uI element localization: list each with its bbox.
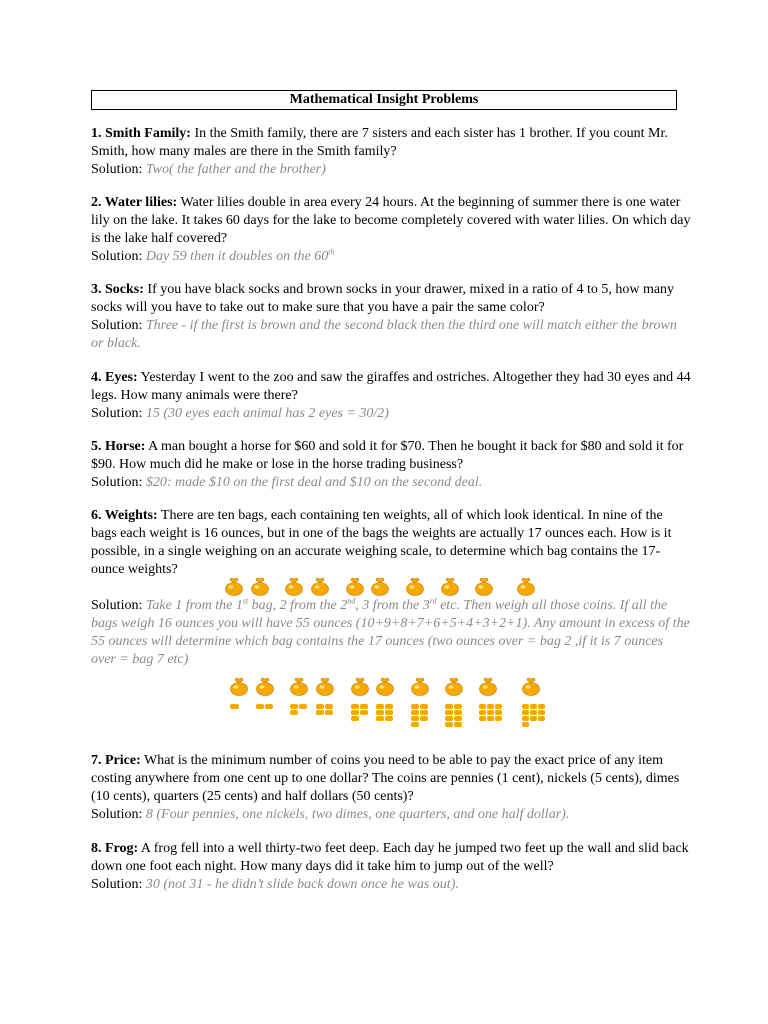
problem-7 bbox=[91, 752, 691, 824]
coin bbox=[445, 716, 453, 721]
money-bag-icon bbox=[345, 577, 365, 596]
money-bag-icon bbox=[375, 677, 395, 696]
coin bbox=[360, 710, 368, 715]
problem-4-text: Yesterday I went to the zoo and saw the giraffes and ostriches. Altogether they had 30 eyes and 44 legs. How many animals were there? bbox=[91, 370, 691, 403]
problem-5 bbox=[91, 438, 691, 492]
coin bbox=[487, 716, 494, 721]
coin bbox=[487, 710, 494, 715]
weight-bags-row bbox=[0, 577, 768, 597]
coin bbox=[385, 704, 393, 709]
coin bbox=[385, 716, 393, 721]
coin bbox=[530, 710, 537, 715]
money-bag-icon bbox=[405, 577, 425, 596]
coin bbox=[265, 704, 273, 709]
problem-8 bbox=[91, 840, 691, 894]
coin bbox=[538, 704, 545, 709]
coin bbox=[530, 716, 537, 721]
problem-7-text: What is the minimum number of coins you need to be able to pay the exact price of any item costing anywhere from one cent up to one dollar? The coins are pennies (1 cent), nickels (5 cents), dimes (10 cents), quarters (25 cents) and half dollars (50 cents)? bbox=[91, 753, 680, 804]
coin bbox=[522, 710, 529, 715]
problem-1-question bbox=[91, 125, 691, 161]
money-bag-icon bbox=[440, 577, 460, 596]
problem-1-heading: 1. Smith Family: bbox=[91, 126, 191, 141]
problem-2-solution bbox=[91, 248, 691, 266]
problem-4-solution bbox=[91, 405, 691, 423]
coin bbox=[495, 710, 502, 715]
coin bbox=[479, 716, 486, 721]
solution-label: Solution: bbox=[91, 162, 143, 177]
problem-8-question bbox=[91, 840, 691, 876]
coin bbox=[479, 710, 486, 715]
problem-6-solution-a: Take 1 from the 1 bbox=[142, 598, 243, 613]
coin bbox=[538, 710, 545, 715]
problem-4-heading: 4. Eyes: bbox=[91, 370, 138, 385]
solution-label: Solution: bbox=[91, 318, 143, 333]
coin bbox=[495, 716, 502, 721]
problem-4 bbox=[91, 369, 691, 423]
problem-2-solution-text: Day 59 then it doubles on the 60 bbox=[142, 249, 329, 264]
coin bbox=[411, 722, 419, 727]
problem-6-sup-b: nd bbox=[347, 596, 356, 606]
coin bbox=[351, 704, 359, 709]
coin bbox=[454, 716, 462, 721]
coin bbox=[454, 710, 462, 715]
problem-8-solution-text: 30 (not 31 - he didn’t slide back down once he was out). bbox=[142, 877, 459, 892]
money-bag-icon bbox=[250, 577, 270, 596]
problem-3-text: If you have black socks and brown socks in your drawer, mixed in a ratio of 4 to 5, how many socks will you have to take out to make sure that you have a pair the same color? bbox=[91, 282, 675, 315]
money-bag-icon bbox=[315, 677, 335, 696]
problem-6-sup-c: rd bbox=[429, 596, 437, 606]
solution-label: Solution: bbox=[91, 249, 143, 264]
money-bag-icon bbox=[310, 577, 330, 596]
problem-6 bbox=[91, 507, 691, 579]
coin bbox=[420, 710, 428, 715]
problem-4-solution-text: 15 (30 eyes each animal has 2 eyes = 30/2) bbox=[142, 406, 389, 421]
coin bbox=[487, 704, 494, 709]
problem-6-question bbox=[91, 507, 691, 579]
coin bbox=[316, 710, 324, 715]
coin bbox=[290, 704, 298, 709]
coin bbox=[411, 710, 419, 715]
coin bbox=[376, 716, 384, 721]
page-title: Mathematical Insight Problems bbox=[91, 90, 677, 110]
problem-3-question bbox=[91, 281, 691, 317]
problem-8-heading: 8. Frog: bbox=[91, 841, 139, 856]
coin bbox=[411, 716, 419, 721]
coin bbox=[360, 704, 368, 709]
problem-2-heading: 2. Water lilies: bbox=[91, 195, 178, 210]
money-bag-icon bbox=[478, 677, 498, 696]
money-bag-icon bbox=[255, 677, 275, 696]
problem-1-solution-text: Two( the father and the brother) bbox=[142, 162, 326, 177]
coin bbox=[385, 710, 393, 715]
solution-label: Solution: bbox=[91, 475, 143, 490]
coin bbox=[420, 704, 428, 709]
solution-label: Solution: bbox=[91, 598, 143, 613]
problem-6-sup-a: st bbox=[242, 596, 249, 606]
problem-5-solution-text: $20: made $10 on the first deal and $10 on the second deal. bbox=[142, 475, 483, 490]
problem-4-question bbox=[91, 369, 691, 405]
coin bbox=[256, 704, 264, 709]
coin bbox=[538, 716, 545, 721]
problem-7-heading: 7. Price: bbox=[91, 753, 141, 768]
problem-7-solution-text: 8 (Four pennies, one nickels, two dimes, one quarters, and one half dollar). bbox=[142, 807, 570, 822]
problem-6-solution-b: bag, 2 from the 2 bbox=[248, 598, 348, 613]
coin bbox=[325, 704, 333, 709]
coin bbox=[522, 722, 529, 727]
problem-8-solution bbox=[91, 876, 691, 894]
solution-label: Solution: bbox=[91, 406, 143, 421]
problem-2 bbox=[91, 194, 691, 266]
problem-1-solution bbox=[91, 161, 691, 179]
coin bbox=[411, 704, 419, 709]
problem-1 bbox=[91, 125, 691, 179]
problem-2-text: Water lilies double in area every 24 hours. At the beginning of summer there is one water lily on the lake. It takes 60 days for the lake to become completely covered with water lilies. On which day is the lake half covered? bbox=[91, 195, 691, 246]
problem-6-heading: 6. Weights: bbox=[91, 508, 158, 523]
problem-7-question bbox=[91, 752, 691, 806]
money-bag-icon bbox=[370, 577, 390, 596]
problem-1-text: In the Smith family, there are 7 sisters and each sister has 1 brother. If you count Mr. Smith, how many males are there in the Smith family? bbox=[91, 126, 668, 159]
coin bbox=[522, 704, 529, 709]
problem-6-solution-d: etc. Then weigh all those coins. If all the bags weigh 16 ounces you will have 55 ounces (10+9+8+7+6+5+4+3+2+1). Any amount in excess of the 55 ounces will determine which bag contains the 17 ounces (two ounces over = bag 2 ,if it is 7 ounces over = bag 7 etc) bbox=[91, 598, 690, 667]
coin bbox=[445, 710, 453, 715]
problem-6-solution bbox=[91, 597, 691, 669]
problem-3-solution bbox=[91, 317, 691, 353]
coin bbox=[445, 704, 453, 709]
coin bbox=[230, 704, 239, 709]
problem-5-text: A man bought a horse for $60 and sold it for $70. Then he bought it back for $80 and sold it for $90. How much did he make or lose in the horse trading business? bbox=[91, 439, 684, 472]
problem-5-question bbox=[91, 438, 691, 474]
coin bbox=[351, 710, 359, 715]
coin bbox=[530, 704, 537, 709]
money-bag-icon bbox=[516, 577, 536, 596]
money-bag-icon bbox=[474, 577, 494, 596]
problem-3 bbox=[91, 281, 691, 353]
problem-5-solution bbox=[91, 474, 691, 492]
coin bbox=[454, 704, 462, 709]
money-bag-icon bbox=[289, 677, 309, 696]
problem-6-solution-line bbox=[91, 597, 691, 669]
coin bbox=[454, 722, 462, 727]
solution-label: Solution: bbox=[91, 807, 143, 822]
weight-bags-with-coins bbox=[0, 677, 768, 737]
coin bbox=[376, 704, 384, 709]
money-bag-icon bbox=[410, 677, 430, 696]
money-bag-icon bbox=[224, 577, 244, 596]
coin bbox=[420, 716, 428, 721]
problem-2-question bbox=[91, 194, 691, 248]
problem-3-heading: 3. Socks: bbox=[91, 282, 144, 297]
problem-7-solution bbox=[91, 806, 691, 824]
coin bbox=[351, 716, 359, 721]
coin bbox=[290, 710, 298, 715]
money-bag-icon bbox=[350, 677, 370, 696]
coin bbox=[325, 710, 333, 715]
money-bag-icon bbox=[444, 677, 464, 696]
coin bbox=[495, 704, 502, 709]
problem-3-solution-text: Three - if the first is brown and the second black then the third one will match either the brown or black. bbox=[91, 318, 677, 351]
money-bag-icon bbox=[521, 677, 541, 696]
problem-6-solution-c: , 3 from the 3 bbox=[355, 598, 430, 613]
problem-2-solution-sup: th bbox=[328, 247, 335, 257]
coin bbox=[376, 710, 384, 715]
coin bbox=[316, 704, 324, 709]
problem-6-text: There are ten bags, each containing ten weights, all of which look identical. In nine of the bags each weight is 16 ounces, but in one of the bags the weights are actually 17 ounces each. How is it possible, in a single weighing on an accurate weighing scale, to determine which bag contains the 17-ounce weights? bbox=[91, 508, 672, 577]
coin bbox=[479, 704, 486, 709]
money-bag-icon bbox=[284, 577, 304, 596]
problem-8-text: A frog fell into a well thirty-two feet deep. Each day he jumped two feet up the wall and slid back down one foot each night. How many days did it take him to jump out of the well? bbox=[91, 841, 689, 874]
solution-label: Solution: bbox=[91, 877, 143, 892]
problem-5-heading: 5. Horse: bbox=[91, 439, 146, 454]
money-bag-icon bbox=[229, 677, 249, 696]
coin bbox=[522, 716, 529, 721]
coin bbox=[299, 704, 307, 709]
coin bbox=[445, 722, 453, 727]
